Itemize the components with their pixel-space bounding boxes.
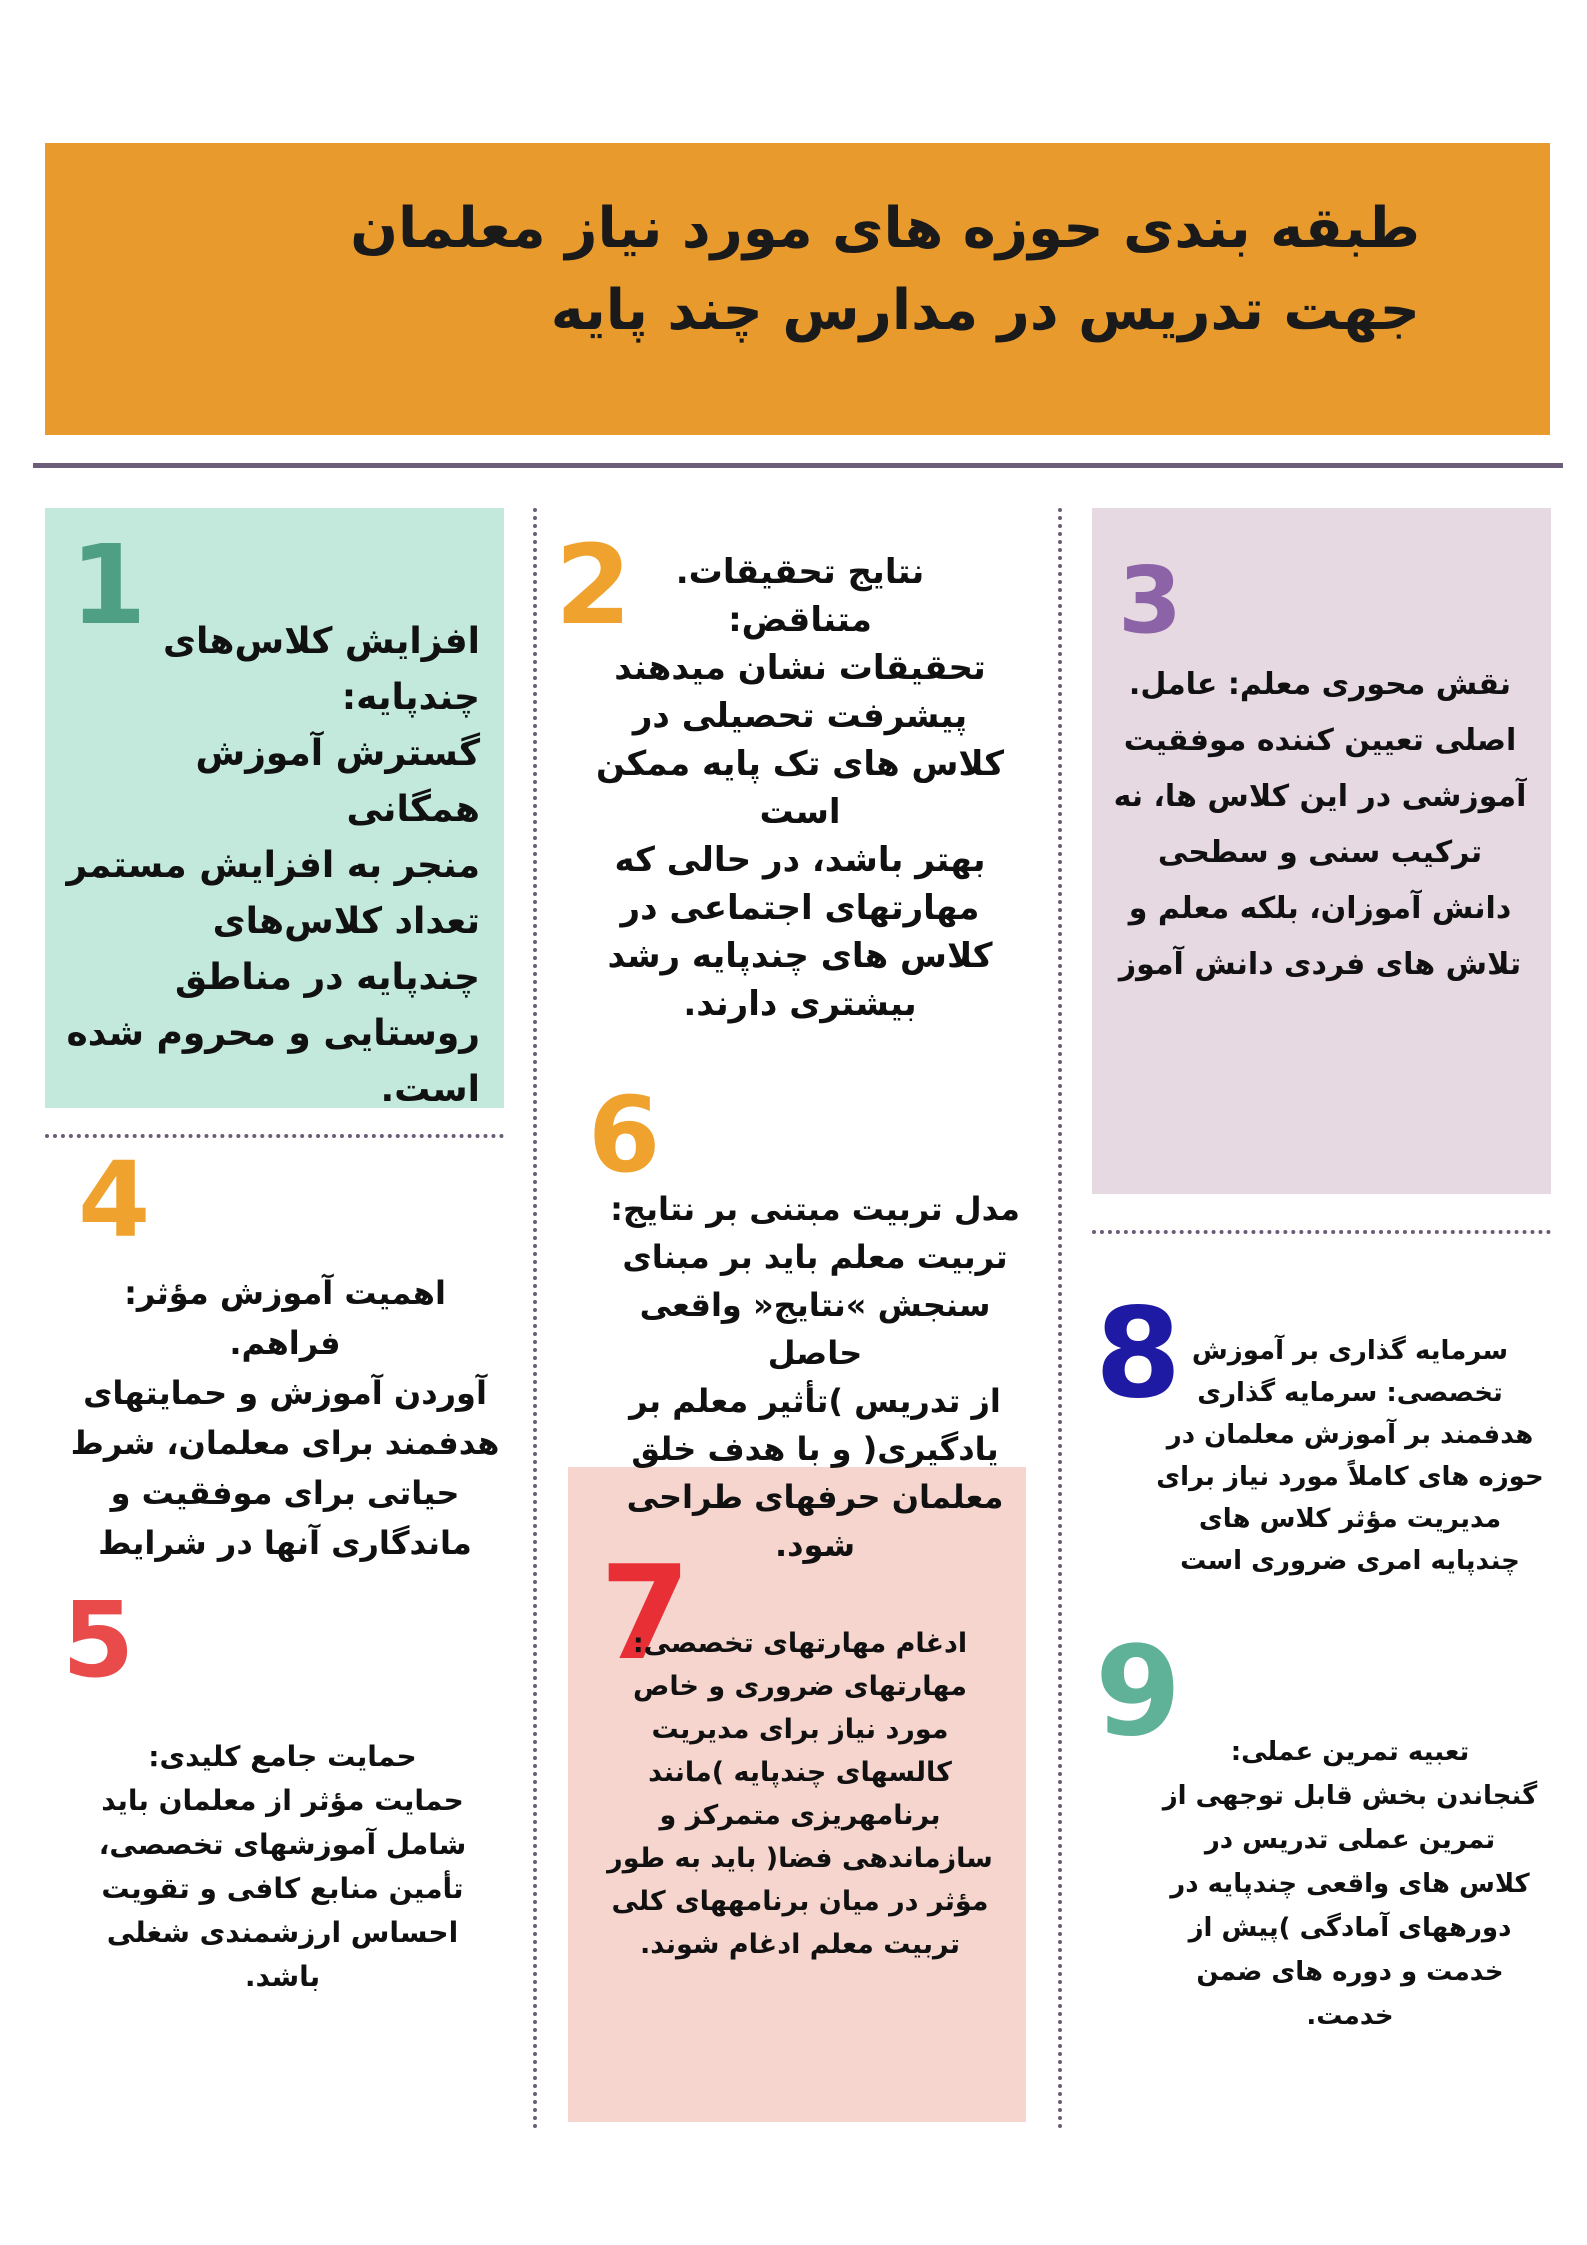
item-5-number: 5 <box>62 1579 135 1701</box>
item-8-line: مدیریت مؤثر کلاس های <box>1198 1504 1502 1534</box>
item-8-number: 8 <box>1095 1282 1182 1426</box>
item-1-line: منجر به افزایش مستمر <box>66 845 480 886</box>
item-5-line: تأمین منابع کافی و تقویت <box>101 1872 464 1905</box>
item-6-line: تربیت معلم باید بر مبنای <box>622 1238 1008 1276</box>
item-1-number: 1 <box>70 521 147 649</box>
item-2-line: کلاس های چندپایه رشد <box>607 936 993 976</box>
item-1-line: چندپایه: <box>341 677 480 718</box>
item-7-line: سازماندهی فضا( باید به طور <box>607 1843 993 1874</box>
item-4-text <box>70 1268 500 1568</box>
item-6-text <box>600 1185 1030 1569</box>
item-1-line: افزایش کلاس‌های <box>162 621 480 662</box>
item-8-line: چندپایه امری ضروری است <box>1180 1546 1520 1576</box>
item-2-line: تحقیقات نشان میدهند <box>614 648 986 688</box>
item-8-line: حوزه های کاملاً مورد نیاز برای <box>1156 1462 1544 1492</box>
item-4-line: حیاتی برای موفقیت و <box>110 1474 460 1512</box>
item-3-text <box>1105 657 1535 993</box>
page-title <box>220 188 1420 352</box>
item-7-line: مورد نیاز برای مدیریت <box>651 1714 949 1745</box>
item-6-line: از تدریس )تأثیر معلم بر <box>629 1382 1001 1420</box>
item-8-line: هدفمند بر آموزش معلمان در <box>1166 1420 1534 1450</box>
item-3-line: ترکیب سنی و سطحی <box>1157 835 1483 870</box>
item-5-line: احساس ارزشمندی شغلی <box>106 1916 459 1949</box>
item-9-line: دورههای آمادگی )پیش از <box>1188 1913 1512 1943</box>
item-6-line: مدل تربیت مبتنی بر نتایج: <box>610 1190 1020 1228</box>
item-7-text <box>585 1622 1015 1966</box>
item-7-line: تربیت معلم ادغام شوند. <box>640 1929 960 1960</box>
item-3-line: آموزشی در این کلاس ها، نه <box>1113 779 1527 814</box>
item-7-line: مؤثر در میان برنامههای کلی <box>611 1886 989 1917</box>
item-9-line: تمرین عملی تدریس در <box>1204 1825 1496 1855</box>
item-2-line: پیشرفت تحصیلی در <box>632 696 968 736</box>
item-9-line: کلاس های واقعی چندپایه در <box>1170 1869 1530 1899</box>
item-2-line: متناقض: <box>728 600 872 640</box>
item-8-text <box>1150 1330 1550 1582</box>
item-8-line: سرمایه گذاری بر آموزش <box>1191 1336 1509 1366</box>
row-divider-left <box>45 1134 504 1138</box>
item-6-line: معلمان حرفهای طراحی <box>626 1478 1004 1516</box>
column-divider-right <box>1058 508 1062 2130</box>
row-divider-right <box>1092 1230 1551 1234</box>
item-1-line: تعداد کلاس‌های <box>212 901 480 942</box>
item-2-line: مهارتهای اجتماعی در <box>620 888 980 928</box>
item-1-text <box>60 614 480 1118</box>
item-1-line: چندپایه در مناطق <box>175 957 480 998</box>
item-2-line: نتایج تحقیقات. <box>675 552 925 592</box>
item-3-number: 3 <box>1118 547 1183 654</box>
item-2-line: است <box>759 792 841 832</box>
item-7-line: کالسهای چندپایه )مانند <box>648 1757 952 1788</box>
item-5-line: حمایت جامع کلیدی: <box>148 1740 417 1773</box>
item-4-line: آوردن آموزش و حمایتهای <box>83 1374 487 1412</box>
item-9-number: 9 <box>1095 1620 1182 1764</box>
item-5-line: حمایت مؤثر از معلمان باید <box>101 1784 464 1817</box>
item-7-line: برنامهریزی متمرکز و <box>659 1800 941 1831</box>
header-divider <box>33 463 1563 468</box>
item-2-line: بهتر باشد، در حالی که <box>614 840 986 880</box>
item-3-line: اصلی تعیین کننده موفقیت <box>1123 723 1517 758</box>
column-divider-left <box>533 508 537 2130</box>
item-4-number: 4 <box>78 1139 151 1261</box>
item-3-line: نقش محوری معلم: عامل. <box>1128 667 1512 702</box>
item-1-line: گسترش آموزش همگانی <box>195 733 480 830</box>
item-4-line: هدفمند برای معلمان، شرط <box>70 1424 500 1462</box>
item-5-line: شامل آموزشهای تخصصی، <box>98 1828 467 1861</box>
item-2-number: 2 <box>555 521 632 649</box>
item-6-line: یادگیری( و با هدف خلق <box>631 1430 999 1468</box>
header-banner <box>45 143 1550 435</box>
item-2-text <box>590 548 1010 1028</box>
title-line-1: طبقه بندی حوزه های مورد نیاز معلمان <box>350 196 1420 261</box>
item-2-line: کلاس های تک پایه ممکن <box>595 744 1005 784</box>
item-1-line: روستایی و محروم شده <box>66 1013 480 1054</box>
item-5-line: باشد. <box>244 1960 321 1993</box>
item-7-line: ادغام مهارتهای تخصصی: <box>632 1628 968 1659</box>
title-line-2: جهت تدریس در مدارس چند پایه <box>550 278 1420 343</box>
item-3-line: دانش آموزان، بلکه معلم و <box>1128 891 1512 926</box>
item-7-number: 7 <box>600 1537 691 1689</box>
item-4-line: اهمیت آموزش مؤثر: فراهم. <box>124 1274 446 1362</box>
item-3-line: تلاش های فردی دانش آموز <box>1118 947 1522 982</box>
item-9-line: گنجاندن بخش قابل توجهی از <box>1162 1781 1538 1811</box>
item-8-line: تخصصی: سرمایه گذاری <box>1197 1378 1503 1408</box>
item-9-line: تعبیه تمرین عملی: <box>1230 1737 1470 1767</box>
item-9-line: خدمت و دوره های ضمن <box>1196 1957 1504 1987</box>
item-6-number: 6 <box>588 1074 661 1196</box>
item-6-line: شود. <box>774 1526 856 1564</box>
item-7-line: مهارتهای ضروری و خاص <box>633 1671 967 1702</box>
item-9-line: خدمت. <box>1306 2001 1394 2031</box>
item-1-line: است. <box>380 1069 480 1110</box>
item-5-text <box>60 1735 505 1999</box>
item-2-line: بیشتری دارند. <box>683 984 917 1024</box>
item-6-line: سنجش »نتایج« واقعی <box>639 1286 991 1324</box>
item-9-text <box>1150 1730 1550 2038</box>
item-6-line: حاصل <box>767 1334 863 1372</box>
item-4-line: ماندگاری آنها در شرایط <box>98 1524 472 1562</box>
